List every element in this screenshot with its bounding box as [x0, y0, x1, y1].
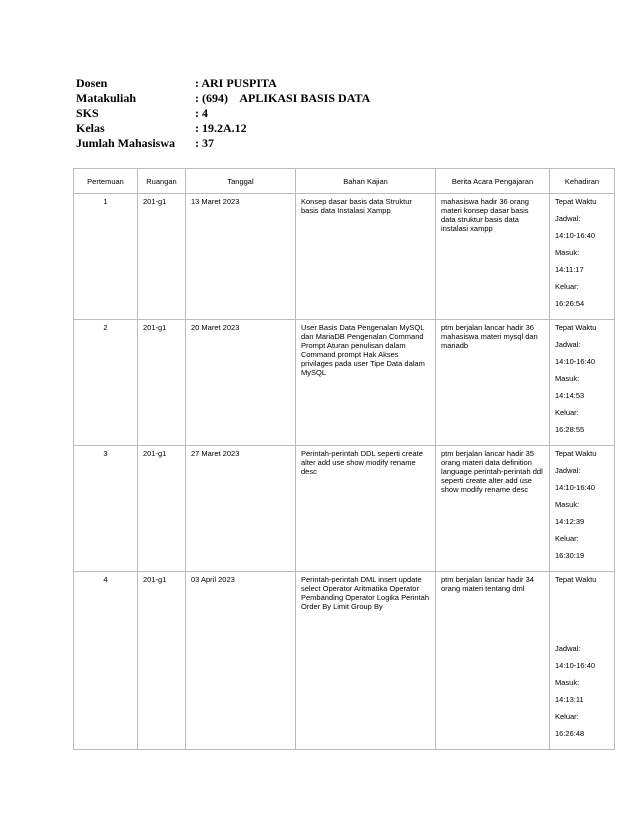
masuk-label: Masuk: [555, 678, 580, 687]
cell-tanggal: 13 Maret 2023 [186, 194, 296, 320]
keluar-value: 16:30:19 [555, 551, 585, 560]
col-header-tanggal: Tanggal [186, 169, 296, 194]
info-row-sks [76, 106, 370, 121]
info-label: Dosen [76, 76, 108, 90]
info-row-dosen [76, 76, 370, 91]
masuk-value: 14:12:39 [555, 517, 585, 526]
jadwal-value: 14:10-16:40 [555, 357, 596, 366]
info-value: : 19.2A.12 [195, 121, 247, 135]
attendance-table [73, 168, 615, 750]
cell-berita-acara: mahasiswa hadir 36 orang materi konsep dasar basis data struktur basis data instalasi xampp [436, 194, 550, 320]
cell-kehadiran [550, 446, 615, 572]
cell-tanggal: 20 Maret 2023 [186, 320, 296, 446]
cell-pertemuan: 4 [74, 572, 138, 750]
keluar-label: Keluar: [555, 712, 579, 721]
cell-bahan-kajian: Perintah-perintah DML insert update select Operator Aritmatika Operator Pembanding Operator Logika Perintah Order By Limit Group By [296, 572, 436, 750]
info-label: SKS [76, 106, 99, 120]
course-info [76, 76, 370, 151]
cell-berita-acara: ptm berjalan lancar hadir 35 orang materi data definition language perintah-perintah ddl seperti create alter add use show modify rename desc [436, 446, 550, 572]
jadwal-label: Jadwal: [555, 214, 581, 223]
col-header-pertemuan: Pertemuan [74, 169, 138, 194]
cell-bahan-kajian: Konsep dasar basis data Struktur basis data Instalasi Xampp [296, 194, 436, 320]
cell-kehadiran [550, 320, 615, 446]
keluar-label: Keluar: [555, 408, 579, 417]
masuk-value: 14:11:17 [555, 265, 584, 274]
masuk-label: Masuk: [555, 374, 580, 383]
info-row-matakuliah [76, 91, 370, 106]
table-row [74, 320, 615, 446]
cell-pertemuan: 3 [74, 446, 138, 572]
masuk-value: 14:13:11 [555, 695, 584, 704]
cell-bahan-kajian: User Basis Data Pengenalan MySQL dan MariaDB Pengenalan Command Prompt Aturan penulisan dalam Command prompt Hak Akses privilages pada user Tipe Data dalam MySQL [296, 320, 436, 446]
col-header-berita-acara: Berita Acara Pengajaran [436, 169, 550, 194]
kehadiran-status: Tepat Waktu [555, 575, 597, 584]
cell-berita-acara: ptm berjalan lancar hadir 34 orang materi tentang dml [436, 572, 550, 750]
col-header-bahan-kajian: Bahan Kajian [296, 169, 436, 194]
masuk-label: Masuk: [555, 500, 580, 509]
kehadiran-status: Tepat Waktu [555, 323, 597, 332]
info-label: Jumlah Mahasiswa [76, 136, 176, 150]
info-value: : ARI PUSPITA [195, 76, 277, 90]
table-row [74, 194, 615, 320]
table-row [74, 446, 615, 572]
col-header-kehadiran: Kehadiran [550, 169, 615, 194]
cell-tanggal: 03 April 2023 [186, 572, 296, 750]
cell-berita-acara: ptm berjalan lancar hadir 36 mahasiswa materi mysql dan mariadb [436, 320, 550, 446]
keluar-value: 16:26:54 [555, 299, 585, 308]
cell-pertemuan: 2 [74, 320, 138, 446]
keluar-label: Keluar: [555, 534, 579, 543]
info-label: Kelas [76, 121, 105, 135]
cell-ruangan: 201-g1 [138, 572, 186, 750]
jadwal-label: Jadwal: [555, 644, 581, 653]
info-row-jumlah [76, 136, 370, 151]
cell-ruangan: 201-g1 [138, 194, 186, 320]
table-row [74, 572, 615, 750]
keluar-label: Keluar: [555, 282, 579, 291]
cell-ruangan: 201-g1 [138, 320, 186, 446]
masuk-value: 14:14:53 [555, 391, 585, 400]
cell-ruangan: 201-g1 [138, 446, 186, 572]
cell-bahan-kajian: Perintah-perintah DDL seperti create alter add use show modify rename desc [296, 446, 436, 572]
info-value: : (694) APLIKASI BASIS DATA [195, 91, 371, 105]
info-value: : 37 [195, 136, 214, 150]
jadwal-value: 14:10-16:40 [555, 231, 596, 240]
masuk-label: Masuk: [555, 248, 580, 257]
jadwal-label: Jadwal: [555, 466, 581, 475]
info-value: : 4 [195, 106, 208, 120]
kehadiran-status: Tepat Waktu [555, 197, 597, 206]
col-header-ruangan: Ruangan [138, 169, 186, 194]
jadwal-value: 14:10-16:40 [555, 483, 596, 492]
info-row-kelas [76, 121, 370, 136]
cell-pertemuan: 1 [74, 194, 138, 320]
kehadiran-status: Tepat Waktu [555, 449, 597, 458]
cell-kehadiran [550, 572, 615, 750]
keluar-value: 16:28:55 [555, 425, 585, 434]
info-label: Matakuliah [76, 91, 137, 105]
table-header-row [74, 169, 615, 194]
cell-kehadiran [550, 194, 615, 320]
jadwal-label: Jadwal: [555, 340, 581, 349]
jadwal-value: 14:10-16:40 [555, 661, 596, 670]
kehadiran-spacer [555, 592, 609, 644]
cell-tanggal: 27 Maret 2023 [186, 446, 296, 572]
keluar-value: 16:26:48 [555, 729, 585, 738]
